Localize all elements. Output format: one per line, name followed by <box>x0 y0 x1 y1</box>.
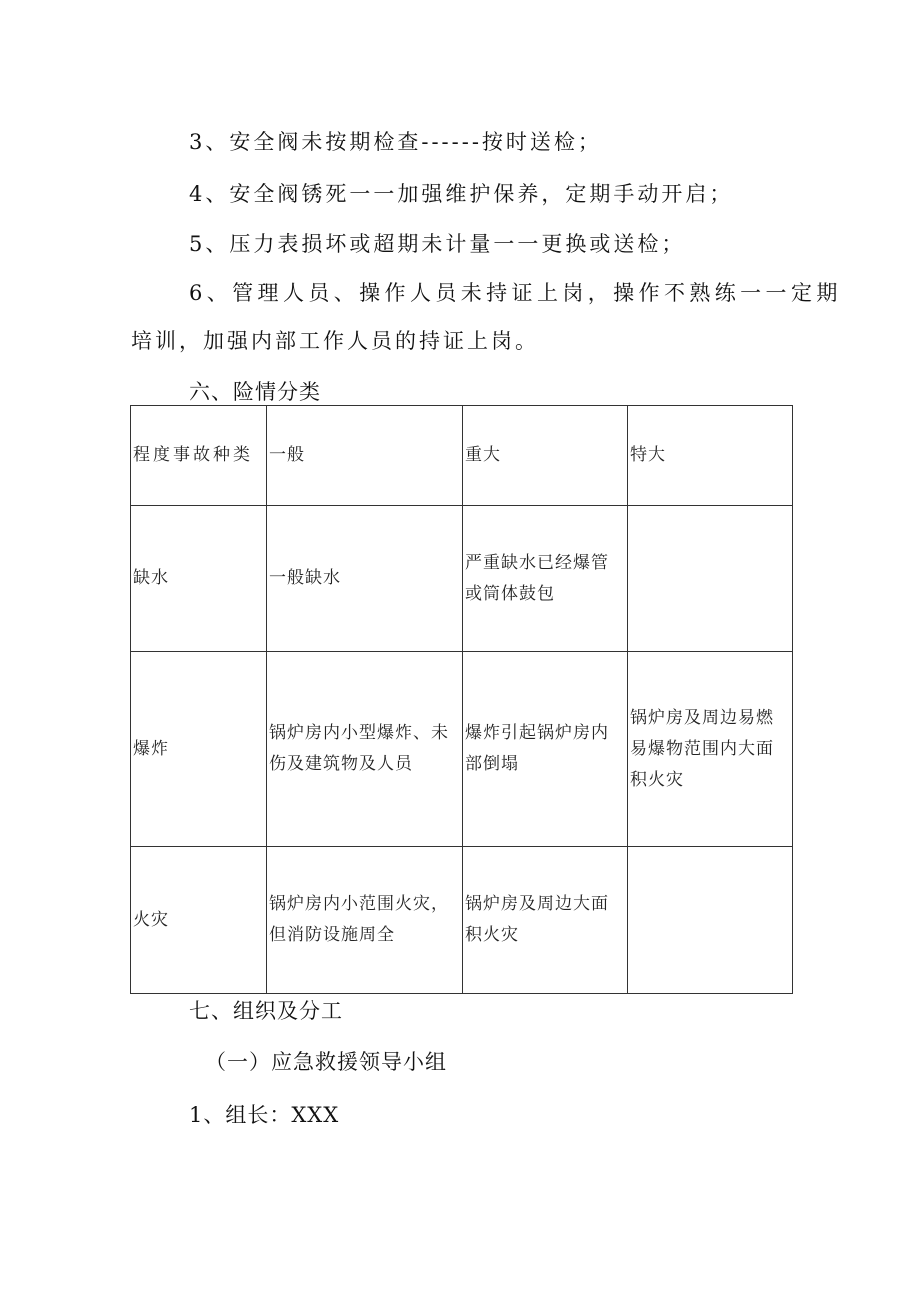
table-cell: 严重缺水已经爆管或筒体鼓包 <box>463 506 628 652</box>
table-row <box>131 506 793 652</box>
header-cell-category: 程度事故种类 <box>131 406 267 506</box>
paragraph-item-3: 3、安全阀未按期检查------按时送检； <box>189 130 602 154</box>
paragraph-item-5: 5、压力表损坏或超期未计量一一更换或送检； <box>189 232 686 256</box>
table-cell: 一般缺水 <box>267 506 463 652</box>
section-7-title: 七、组织及分工 <box>189 999 343 1023</box>
table-header-row <box>131 406 793 506</box>
table-row <box>131 652 793 847</box>
risk-classification-table <box>130 405 793 994</box>
section-7-item-1: 1、组长：XXX <box>189 1103 340 1127</box>
table-cell: 锅炉房及周边易燃易爆物范围内大面积火灾 <box>628 652 793 847</box>
section-7-subsection-1: （一）应急救援领导小组 <box>205 1050 447 1074</box>
table-cell <box>628 847 793 994</box>
header-cell-extreme: 特大 <box>628 406 793 506</box>
table-cell: 锅炉房及周边大面积火灾 <box>463 847 628 994</box>
section-6-title: 六、险情分类 <box>189 380 321 404</box>
table-row <box>131 847 793 994</box>
table-cell: 锅炉房内小型爆炸、未伤及建筑物及人员 <box>267 652 463 847</box>
table-cell: 爆炸引起锅炉房内部倒塌 <box>463 652 628 847</box>
paragraph-item-6-line-2: 培训，加强内部工作人员的持证上岗。 <box>131 329 539 353</box>
header-cell-major: 重大 <box>463 406 628 506</box>
paragraph-item-4: 4、安全阀锈死一一加强维护保养，定期手动开启； <box>189 182 734 206</box>
table-cell: 爆炸 <box>131 652 267 847</box>
table-cell: 火灾 <box>131 847 267 994</box>
table-cell: 缺水 <box>131 506 267 652</box>
header-cell-general: 一般 <box>267 406 463 506</box>
paragraph-item-6-line-1: 6、管理人员、操作人员未持证上岗，操作不熟练一一定期 <box>189 281 842 305</box>
table-cell <box>628 506 793 652</box>
table-cell: 锅炉房内小范围火灾，但消防设施周全 <box>267 847 463 994</box>
